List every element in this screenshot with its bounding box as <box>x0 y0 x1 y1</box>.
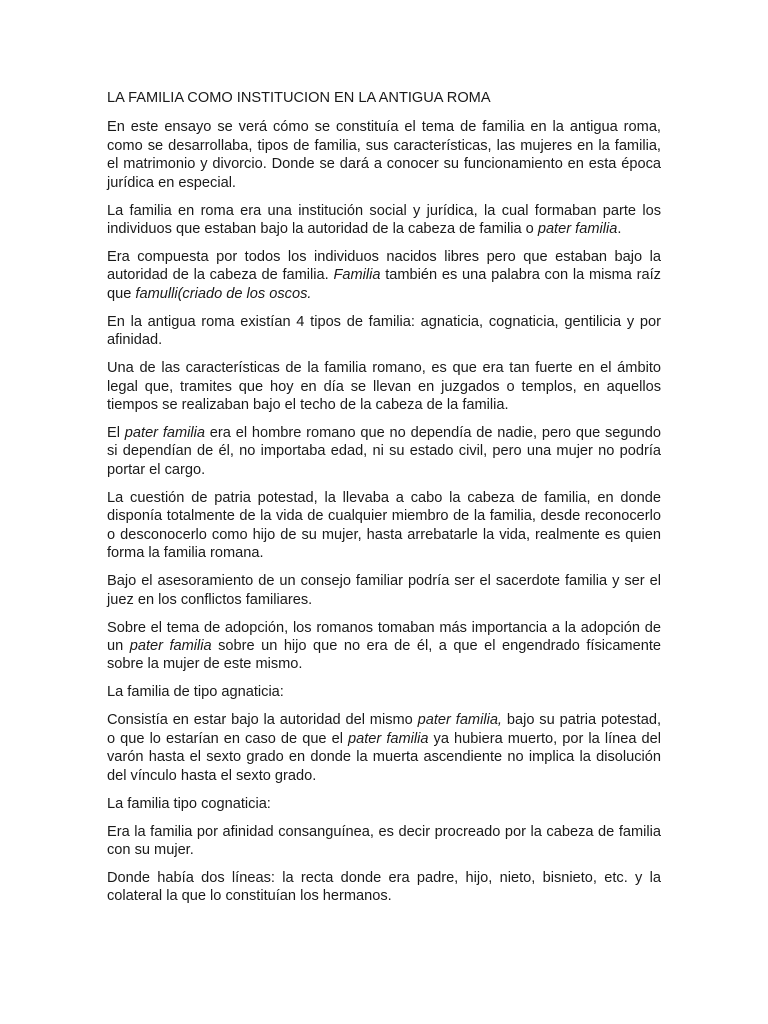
paragraph-text: La familia tipo cognaticia: <box>107 795 271 812</box>
italic-text: pater familia <box>124 425 206 442</box>
italic-text: pater familia <box>129 637 212 654</box>
paragraph-text: bajo su patria potestad, o que lo estarían en caso de que el <box>107 712 661 747</box>
paragraph <box>107 683 661 701</box>
document-title: LA FAMILIA COMO INSTITUCION EN LA ANTIGUA ROMA <box>107 90 491 106</box>
paragraph-text: Era compuesta por todos los individuos nacidos libres pero que estaban bajo la autoridad de la cabeza de familia. <box>107 249 661 284</box>
paragraph-text: sobre un hijo que no era de él, a que el engendrado físicamente sobre la mujer de este mismo. <box>107 637 661 673</box>
italic-text: famulli(criado de los oscos. <box>135 285 312 302</box>
paragraph <box>107 711 661 785</box>
paragraph <box>107 424 661 479</box>
paragraph-text: El <box>107 425 125 442</box>
paragraph-text: Una de las características de la familia romano, es que era tan fuerte en el ámbito legal que, tramites que hoy en día se llevan en juzgados o templos, en aquellos tiempos se realizaban bajo el techo de la cabeza de la familia. <box>107 360 661 414</box>
paragraph-text: Era la familia por afinidad consanguínea, es decir procreado por la cabeza de familia con su mujer. <box>107 823 661 858</box>
paragraph <box>107 572 661 609</box>
paragraph-text: también es una palabra con la misma raíz que <box>107 267 661 302</box>
paragraph-text: Consistía en estar bajo la autoridad del mismo <box>107 712 418 729</box>
paragraph <box>107 118 661 192</box>
paragraph <box>107 202 661 239</box>
paragraph <box>107 489 661 563</box>
italic-text: Familia <box>333 267 381 284</box>
paragraph-text: era el hombre romano que no dependía de nadie, pero que segundo si dependían de él, no importaba edad, ni su estado civil, pero una mujer no podría portar el cargo. <box>107 425 661 478</box>
paragraph-text: La familia de tipo agnaticia: <box>107 684 284 701</box>
italic-text: pater familia <box>348 730 429 747</box>
paragraph <box>107 313 661 350</box>
paragraph-text: La cuestión de patria potestad, la llevaba a cabo la cabeza de familia, en donde disponía totalmente de la vida de cualquier miembro de la familia, desde reconocerlo o desconocerlo como hijo de su mujer, hasta arrebatarle la vida, realmente es quien forma la familia romana. <box>107 489 661 562</box>
paragraph-text: La familia en roma era una institución social y jurídica, la cual formaban parte los individuos que estaban bajo la autoridad de la cabeza de familia o <box>107 202 661 238</box>
paragraph-text: . <box>617 221 622 238</box>
paragraph-text: En este ensayo se verá cómo se constituía el tema de familia en la antigua roma, como se desarrollaba, tipos de familia, sus características, las mujeres en la familia, el matrimonio y divorcio. Donde se dará a conocer su funcionamiento en esta época jurídica en especial. <box>107 119 661 191</box>
paragraph-text: ya hubiera muerto, por la línea del varón hasta el sexto grado en donde la muerta ascendiente no implica la disolución del vínculo hasta el sexto grado. <box>107 730 661 784</box>
document-page <box>107 89 661 915</box>
paragraph-text: Donde había dos líneas: la recta donde era padre, hijo, nieto, bisnieto, etc. y la colateral la que lo constituían los hermanos. <box>107 869 661 905</box>
paragraph-text: Sobre el tema de adopción, los romanos tomaban más importancia a la adopción de un <box>107 619 661 654</box>
paragraph <box>107 248 661 303</box>
document-body <box>107 118 661 905</box>
paragraph <box>107 359 661 414</box>
paragraph-text: Bajo el asesoramiento de un consejo familiar podría ser el sacerdote familia y ser el juez en los conflictos familiares. <box>107 573 661 608</box>
paragraph <box>107 795 661 813</box>
paragraph-text: En la antigua roma existían 4 tipos de familia: agnaticia, cognaticia, gentilicia y por afinidad. <box>107 313 661 349</box>
paragraph <box>107 619 661 674</box>
paragraph <box>107 869 661 906</box>
paragraph <box>107 823 661 860</box>
italic-text: pater familia, <box>417 712 502 729</box>
italic-text: pater familia <box>537 221 618 238</box>
